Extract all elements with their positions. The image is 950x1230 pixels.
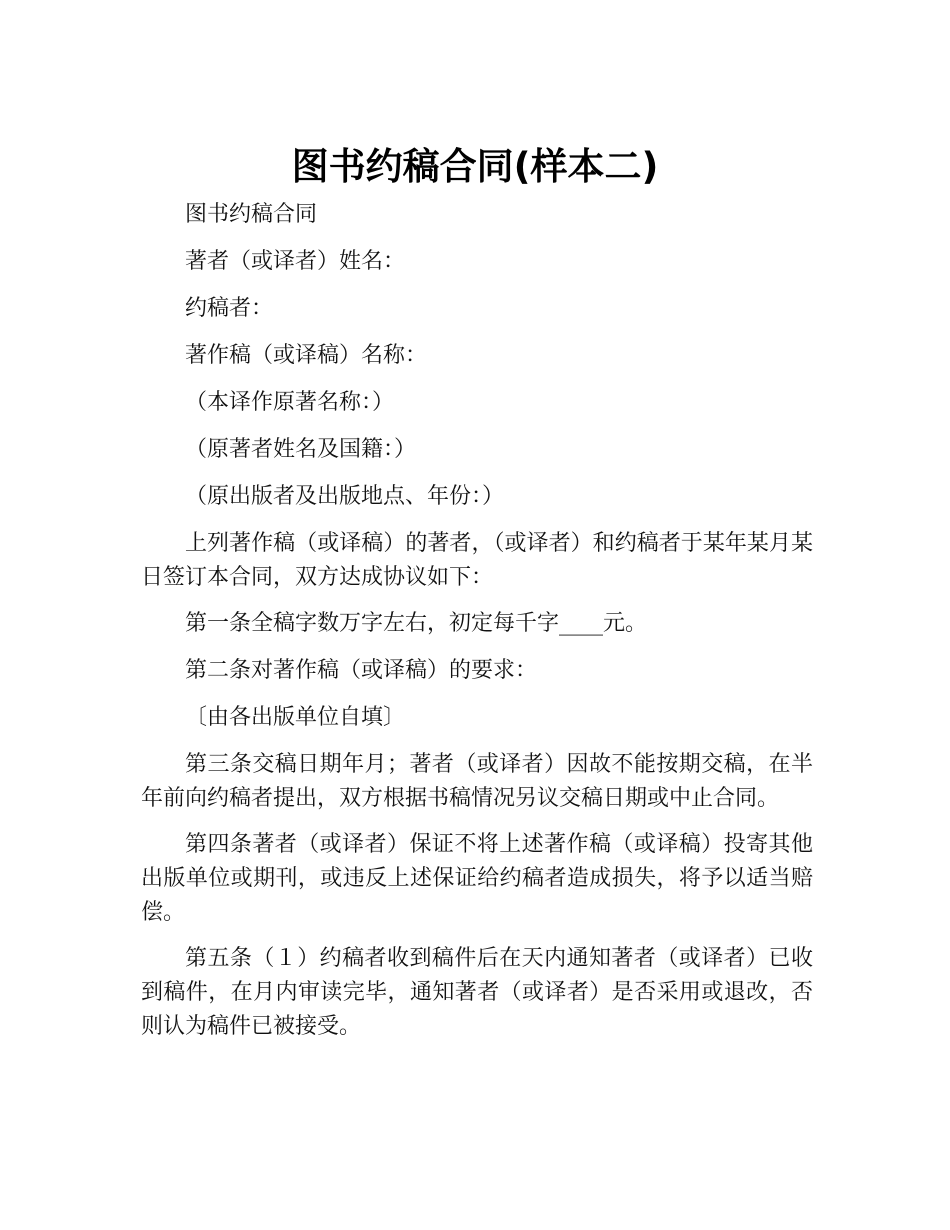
paragraph-article-5: 第五条（１）约稿者收到稿件后在天内通知著者（或译者）已收到稿件，在月内审读完毕，通知著者（或译者）是否采用或退改，否则认为稿件已被接受。 xyxy=(141,946,813,1039)
paragraph-original-title: （本译作原著名称：） xyxy=(185,390,395,415)
paragraph-manuscript-name: 著作稿（或译稿）名称： xyxy=(185,343,428,368)
paragraph-contract-name: 图书约稿合同 xyxy=(185,202,318,227)
paragraph-article-4: 第四条著者（或译者）保证不将上述著作稿（或译稿）投寄其他出版单位或期刊，或违反上述保证给约稿者造成损失，将予以适当赔偿。 xyxy=(141,832,813,925)
paragraph-article-1: 第一条全稿字数万字左右，初定每千字____元。 xyxy=(185,611,648,636)
document-body xyxy=(141,198,813,1056)
paragraph-preamble: 上列著作稿（或译稿）的著者，（或译者）和约稿者于某年某月某日签订本合同，双方达成协议如下： xyxy=(141,531,813,590)
document-title: 图书约稿合同(样本二) xyxy=(291,144,659,188)
paragraph-article-3: 第三条交稿日期年月；著者（或译者）因故不能按期交稿，在半年前向约稿者提出，双方根据书稿情况另议交稿日期或中止合同。 xyxy=(141,752,813,811)
paragraph-original-publisher: （原出版者及出版地点、年份：） xyxy=(185,484,505,509)
paragraph-author-name: 著者（或译者）姓名： xyxy=(185,249,406,274)
paragraph-original-author: （原著者姓名及国籍：） xyxy=(185,437,417,462)
paragraph-article-2-note: 〔由各出版单位自填〕 xyxy=(185,705,406,730)
paragraph-article-2: 第二条对著作稿（或译稿）的要求： xyxy=(185,658,538,683)
paragraph-commissioner: 约稿者： xyxy=(185,296,274,321)
